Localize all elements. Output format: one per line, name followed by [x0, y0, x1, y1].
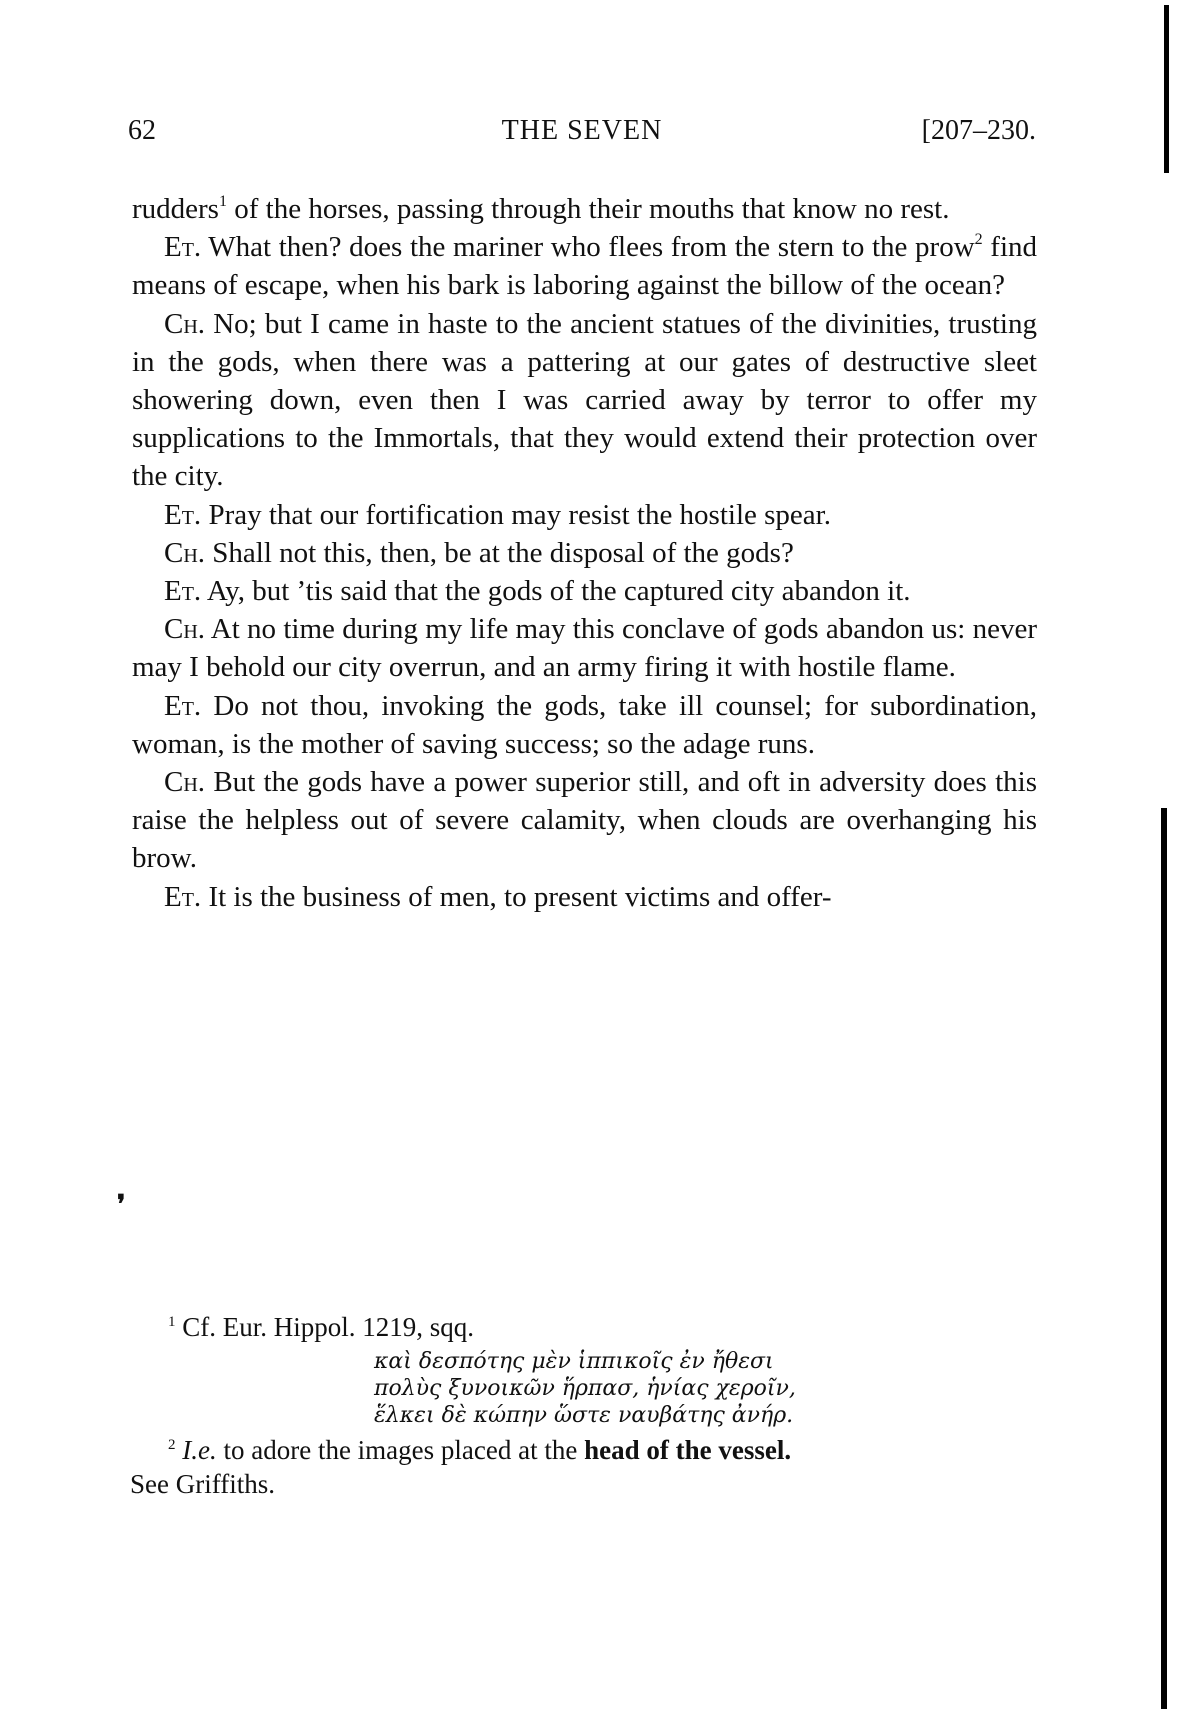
page-number: 62: [128, 115, 156, 146]
speaker-label: Et.: [164, 498, 202, 531]
paragraph: [132, 190, 1037, 228]
greek-line: ἕλκει δὲ κώπην ὥστε ναυβάτης ἀνήρ.: [374, 1403, 794, 1428]
paragraph: [132, 610, 1037, 686]
running-title: THE SEVEN: [501, 115, 663, 146]
paragraph: [132, 763, 1037, 878]
speaker-label: Ch.: [164, 536, 206, 569]
speaker-label: Ch.: [164, 613, 206, 646]
text-run: of the horses, passing through their mouths that know no rest.: [226, 193, 950, 225]
scan-edge-shadow: [1161, 808, 1167, 1709]
footnote-ref[interactable]: 1: [218, 193, 227, 210]
speaker-label: Et.: [164, 880, 202, 913]
paragraph: [132, 534, 1037, 572]
running-head: [128, 111, 1036, 151]
speech-text: No; but I came in haste to the ancient statues of the divinities, trusting in the gods, when there was a pattering at our gates of destructive sleet showering down, even then I was carried away by terror to offer my supplications to the Immortals, that they would extend their protection over the city.: [132, 307, 1037, 493]
footnote-2-continuation: See Griffiths.: [130, 1469, 275, 1499]
speech-text: But the gods have a power superior still, and oft in adversity does this raise the helpless out of severe calamity, when clouds are overhanging his brow.: [132, 766, 1037, 875]
stray-ink-mark: ❜: [117, 1190, 126, 1219]
footnote-text: to adore the images placed at the: [216, 1435, 585, 1465]
footnote-2: [130, 1433, 1040, 1467]
footnote-marker: 1: [168, 1314, 176, 1330]
speech-text: It is the business of men, to present victims and offer-: [201, 880, 832, 913]
paragraph: [132, 687, 1037, 763]
footnote-abbrev: I.e.: [182, 1435, 217, 1465]
speech-text: Do not thou, invoking the gods, take ill counsel; for subordination, woman, is the mother of saving success; so the adage runs.: [132, 689, 1037, 760]
speech-text: Ay, but ’tis said that the gods of the captured city abandon it.: [201, 575, 911, 608]
speech-text: At no time during my life may this conclave of gods abandon us: never may I behold our city overrun, and an army firing it with hostile flame.: [132, 613, 1037, 684]
greek-quotation: [374, 1348, 1040, 1429]
speaker-label: Et.: [164, 575, 202, 608]
footnotes: [130, 1310, 1040, 1501]
greek-line: πολὺς ξυνοικῶν ἥρπασ, ἡνίας χεροῖν,: [374, 1376, 796, 1401]
paragraph: [132, 305, 1037, 496]
speaker-label: Et.: [164, 231, 202, 264]
body-text: [132, 190, 1037, 916]
footnote-marker: 2: [168, 1437, 176, 1453]
speaker-label: Ch.: [164, 307, 206, 340]
speech-text: Shall not this, then, be at the disposal of the gods?: [205, 536, 794, 569]
footnote-smudged-text: head of the vessel.: [584, 1435, 792, 1465]
footnote-text: Cf. Eur. Hippol. 1219, sqq.: [175, 1312, 475, 1342]
line-range: [207–230.: [921, 115, 1036, 146]
speech-text: Pray that our fortification may resist the hostile spear.: [201, 498, 831, 531]
speaker-label: Et.: [164, 689, 202, 722]
text-run: find means of escape, when his bark is laboring against the billow of the ocean?: [132, 231, 1038, 302]
greek-line: καὶ δεσπότης μὲν ἱππικοῖς ἐν ἤθεσι: [374, 1349, 774, 1374]
footnote-1: [130, 1310, 1040, 1344]
text-run: What then? does the mariner who flees from the stern to the prow: [201, 231, 975, 264]
paragraph: [132, 496, 1037, 534]
text-run: rudders: [132, 193, 219, 225]
paragraph: [132, 572, 1037, 610]
speaker-label: Ch.: [164, 766, 206, 799]
scan-edge-shadow: [1164, 5, 1169, 173]
paragraph: [132, 878, 1037, 916]
paragraph: [132, 228, 1037, 304]
footnote-ref[interactable]: 2: [974, 231, 983, 249]
